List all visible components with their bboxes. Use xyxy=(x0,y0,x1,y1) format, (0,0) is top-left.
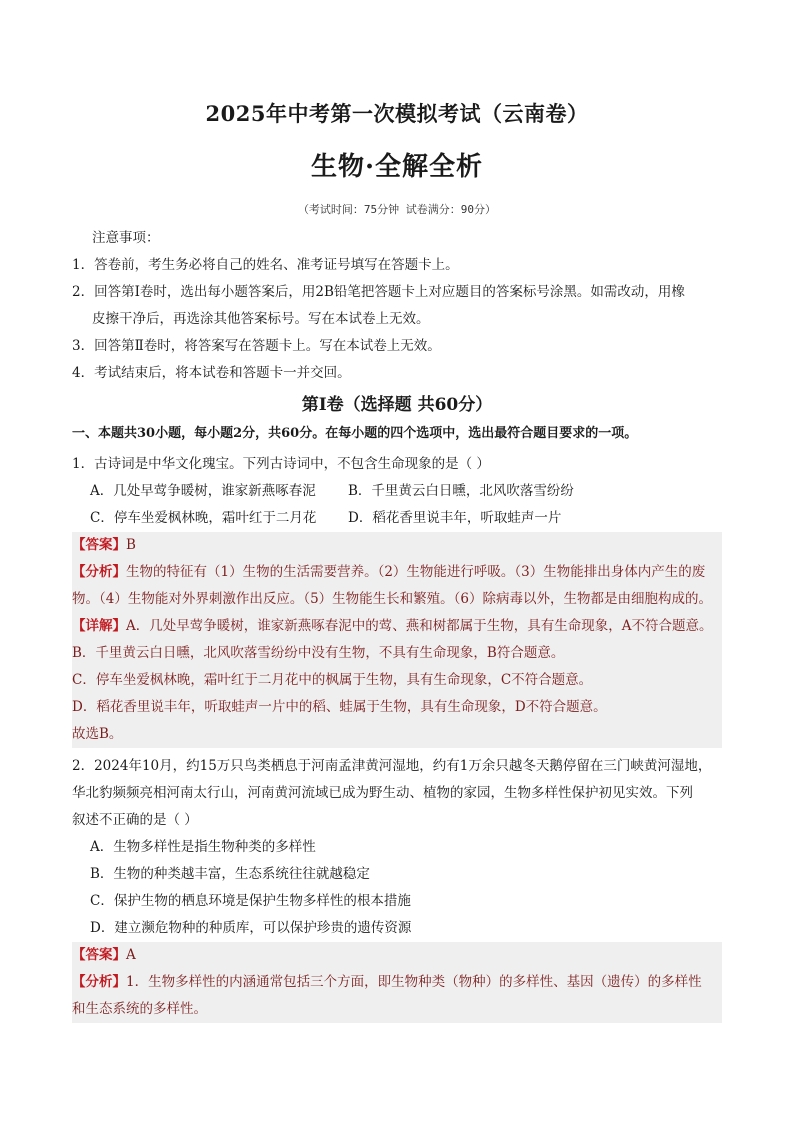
q1-conclusion: 故选B。 xyxy=(72,721,722,748)
note-item-4: 4．考试结束后，将本试卷和答题卡一并交回。 xyxy=(72,365,351,381)
q2-option-c: C．保护生物的栖息环境是保护生物多样性的根本措施 xyxy=(90,893,411,909)
q1-detail-line-3: C．停车坐爱枫林晚，霜叶红于二月花中的枫属于生物，具有生命现象，C不符合题意。 xyxy=(72,667,722,694)
q1-analysis-line-2: 物。（4）生物能对外界刺激作出反应。（5）生物能生长和繁殖。（6）除病毒以外，生物都是由细胞构成的。 xyxy=(72,586,722,613)
q1-analysis-line-1 xyxy=(72,559,722,586)
note-item-1: 1．答卷前，考生务必将自己的姓名、准考证号填写在答题卡上。 xyxy=(72,257,459,273)
q1-detail-text-1: A．几处早莺争暖树，谁家新燕啄春泥中的莺、燕和树都属于生物，具有生命现象，A不符合题意。 xyxy=(126,618,713,634)
q2-analysis-tag: 【分析】 xyxy=(72,974,126,990)
q2-option-a: A．生物多样性是指生物种类的多样性 xyxy=(90,839,316,855)
q1-option-d: D．稻花香里说丰年，听取蛙声一片 xyxy=(348,510,562,526)
question-1 xyxy=(72,451,722,748)
q2-analysis-line-1 xyxy=(72,969,722,996)
section-block xyxy=(72,390,722,447)
q2-analysis-text-1: 1．生物多样性的内涵通常包括三个方面，即生物种类（物种）的多样性、基因（遗传）的多样性 xyxy=(126,974,702,990)
q1-analysis-text-1: 生物的特征有（1）生物的生活需要营养。（2）生物能进行呼吸。（3）生物能排出身体内产生的废 xyxy=(126,564,706,580)
q2-option-b: B．生物的种类越丰富，生态系统往往就越稳定 xyxy=(90,866,370,882)
exam-title: 2025年中考第一次模拟考试（云南卷） xyxy=(205,101,589,126)
q1-answer xyxy=(72,532,722,559)
q1-detail-tag: 【详解】 xyxy=(72,618,126,634)
q1-stem: 1．古诗词是中华文化瑰宝。下列古诗词中，不包含生命现象的是（ ） xyxy=(72,456,490,472)
section-title: 第Ⅰ卷（选择题 共60分） xyxy=(301,395,493,415)
q1-option-b: B．千里黄云白日曛，北风吹落雪纷纷 xyxy=(348,483,574,499)
q1-answer-tag: 【答案】 xyxy=(72,537,126,553)
q2-option-d: D．建立濒危物种的种质库，可以保护珍贵的遗传资源 xyxy=(90,920,412,936)
q1-option-a: A．几处早莺争暖树，谁家新燕啄春泥 xyxy=(90,483,316,499)
exam-meta: （考试时间：75分钟 试卷满分：90分） xyxy=(297,203,497,216)
notes-heading: 注意事项： xyxy=(92,230,160,246)
q1-analysis-tag: 【分析】 xyxy=(72,564,126,580)
note-item-3: 3．回答第Ⅱ卷时，将答案写在答题卡上。写在本试卷上无效。 xyxy=(72,338,441,354)
q2-stem-line-2: 华北豹频频亮相河南太行山，河南黄河流域已成为野生动、植物的家园，生物多样性保护初见实效。下列 xyxy=(72,785,693,801)
q2-answer xyxy=(72,942,722,969)
q1-answer-value: B xyxy=(126,537,136,553)
exam-subtitle: 生物·全解全析 xyxy=(310,152,484,182)
q2-analysis-line-2: 和生态系统的多样性。 xyxy=(72,996,722,1023)
q2-stem-line-3: 叙述不正确的是（ ） xyxy=(72,812,198,828)
q1-detail-line-4: D．稻花香里说丰年，听取蛙声一片中的稻、蛙属于生物，具有生命现象，D不符合题意。 xyxy=(72,694,722,721)
q1-options-row-2 xyxy=(72,505,722,532)
note-item-2: 2．回答第Ⅰ卷时，选出每小题答案后，用2B铅笔把答题卡上对应题目的答案标号涂黑。如需改动，用橡 xyxy=(72,284,685,300)
q1-options-row-1 xyxy=(72,478,722,505)
q1-detail-line-2: B．千里黄云白日曛，北风吹落雪纷纷中没有生物，不具有生命现象，B符合题意。 xyxy=(72,640,722,667)
q1-option-c: C．停车坐爱枫林晚，霜叶红于二月花 xyxy=(90,510,317,526)
q2-answer-tag: 【答案】 xyxy=(72,947,126,963)
notes-block xyxy=(72,225,722,387)
q1-detail-line-1 xyxy=(72,613,722,640)
note-item-2-cont: 皮擦干净后，再选涂其他答案标号。写在本试卷上无效。 xyxy=(92,311,430,327)
q2-stem-line-1: 2．2024年10月，约15万只鸟类栖息于河南孟津黄河湿地，约有1万余只越冬天鹅停留在三门峡黄河湿地， xyxy=(72,758,712,774)
question-2 xyxy=(72,753,722,1023)
section-lead: 一、本题共30小题，每小题2分，共60分。在每小题的四个选项中，选出最符合题目要求的一项。 xyxy=(72,426,638,441)
q2-answer-value: A xyxy=(126,947,136,963)
